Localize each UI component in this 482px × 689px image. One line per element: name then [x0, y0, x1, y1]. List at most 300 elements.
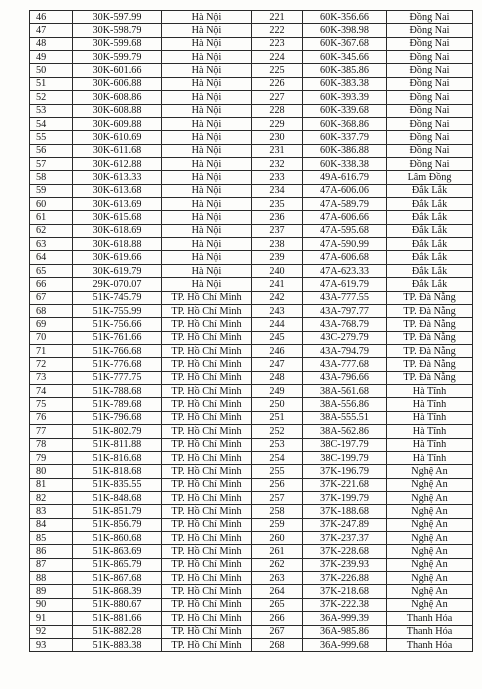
row-number-right: 250: [252, 398, 303, 411]
table-row: [30, 358, 473, 371]
row-number-left: 87: [30, 558, 73, 571]
row-number-left: 61: [30, 211, 73, 224]
province-left: TP. Hồ Chí Minh: [162, 371, 252, 384]
table-row: [30, 491, 473, 504]
row-number-right: 264: [252, 585, 303, 598]
province-left: Hà Nội: [162, 211, 252, 224]
plate-number-right: 38A-561.68: [303, 385, 387, 398]
row-number-right: 243: [252, 304, 303, 317]
province-left: Hà Nội: [162, 171, 252, 184]
plate-number-right: 60K-339.68: [303, 104, 387, 117]
plate-number-right: 36A-999.68: [303, 638, 387, 651]
plate-number-left: 51K-860.68: [73, 532, 162, 545]
province-left: TP. Hồ Chí Minh: [162, 291, 252, 304]
province-left: Hà Nội: [162, 157, 252, 170]
province-left: Hà Nội: [162, 238, 252, 251]
table-row: [30, 385, 473, 398]
plate-number-right: 37K-222.38: [303, 598, 387, 611]
plate-number-left: 30K-606.88: [73, 77, 162, 90]
province-right: Đồng Nai: [387, 37, 473, 50]
plate-number-right: 37K-188.68: [303, 505, 387, 518]
province-right: Đồng Nai: [387, 144, 473, 157]
row-number-right: 267: [252, 625, 303, 638]
province-right: Nghệ An: [387, 465, 473, 478]
table-row: [30, 104, 473, 117]
province-right: Đồng Nai: [387, 11, 473, 24]
row-number-left: 81: [30, 478, 73, 491]
province-left: TP. Hồ Chí Minh: [162, 478, 252, 491]
plate-number-left: 30K-618.88: [73, 238, 162, 251]
plate-number-right: 60K-338.38: [303, 157, 387, 170]
province-left: TP. Hồ Chí Minh: [162, 545, 252, 558]
table-row: [30, 532, 473, 545]
row-number-left: 78: [30, 438, 73, 451]
plate-number-right: 37K-221.68: [303, 478, 387, 491]
row-number-left: 93: [30, 638, 73, 651]
province-left: TP. Hồ Chí Minh: [162, 491, 252, 504]
province-right: Đồng Nai: [387, 117, 473, 130]
row-number-right: 242: [252, 291, 303, 304]
row-number-left: 47: [30, 24, 73, 37]
province-right: Đồng Nai: [387, 157, 473, 170]
plate-number-right: 37K-226.88: [303, 572, 387, 585]
province-right: Nghệ An: [387, 585, 473, 598]
row-number-left: 72: [30, 358, 73, 371]
province-right: Đắk Lắk: [387, 251, 473, 264]
row-number-right: 226: [252, 77, 303, 90]
row-number-left: 88: [30, 572, 73, 585]
province-left: Hà Nội: [162, 131, 252, 144]
plate-number-left: 51K-796.68: [73, 411, 162, 424]
row-number-left: 76: [30, 411, 73, 424]
province-left: Hà Nội: [162, 104, 252, 117]
row-number-right: 265: [252, 598, 303, 611]
plate-number-left: 51K-882.28: [73, 625, 162, 638]
province-right: TP. Đà Nẵng: [387, 291, 473, 304]
plate-number-right: 60K-368.86: [303, 117, 387, 130]
row-number-right: 233: [252, 171, 303, 184]
province-left: TP. Hồ Chí Minh: [162, 331, 252, 344]
row-number-right: 235: [252, 198, 303, 211]
table-row: [30, 131, 473, 144]
row-number-right: 231: [252, 144, 303, 157]
plate-number-right: 47A-623.33: [303, 264, 387, 277]
province-right: Đồng Nai: [387, 131, 473, 144]
row-number-left: 92: [30, 625, 73, 638]
row-number-right: 240: [252, 264, 303, 277]
row-number-right: 221: [252, 11, 303, 24]
plate-number-left: 51K-761.66: [73, 331, 162, 344]
province-left: Hà Nội: [162, 144, 252, 157]
plate-number-right: 43A-777.55: [303, 291, 387, 304]
row-number-right: 244: [252, 318, 303, 331]
province-left: Hà Nội: [162, 198, 252, 211]
plate-number-right: 37K-247.89: [303, 518, 387, 531]
table-row: [30, 211, 473, 224]
province-left: TP. Hồ Chí Minh: [162, 585, 252, 598]
row-number-right: 222: [252, 24, 303, 37]
plate-number-left: 51K-811.88: [73, 438, 162, 451]
row-number-right: 236: [252, 211, 303, 224]
plate-number-left: 30K-618.69: [73, 224, 162, 237]
province-left: TP. Hồ Chí Minh: [162, 385, 252, 398]
province-left: TP. Hồ Chí Minh: [162, 558, 252, 571]
province-right: TP. Đà Nẵng: [387, 344, 473, 357]
table-row: [30, 585, 473, 598]
plate-number-left: 51K-881.66: [73, 612, 162, 625]
plate-number-right: 47A-606.06: [303, 184, 387, 197]
row-number-right: 263: [252, 572, 303, 585]
table-row: [30, 91, 473, 104]
row-number-left: 74: [30, 385, 73, 398]
table-row: [30, 51, 473, 64]
plate-number-left: 30K-619.79: [73, 264, 162, 277]
plate-number-right: 38C-199.79: [303, 451, 387, 464]
plate-number-right: 47A-595.68: [303, 224, 387, 237]
plate-number-right: 43C-279.79: [303, 331, 387, 344]
province-right: Nghệ An: [387, 478, 473, 491]
plate-number-right: 43A-796.66: [303, 371, 387, 384]
province-right: Nghệ An: [387, 558, 473, 571]
province-left: Hà Nội: [162, 64, 252, 77]
province-left: TP. Hồ Chí Minh: [162, 425, 252, 438]
province-left: TP. Hồ Chí Minh: [162, 518, 252, 531]
plate-number-left: 51K-766.68: [73, 344, 162, 357]
row-number-left: 46: [30, 11, 73, 24]
row-number-left: 55: [30, 131, 73, 144]
row-number-right: 259: [252, 518, 303, 531]
table-row: [30, 411, 473, 424]
province-right: Đắk Lắk: [387, 198, 473, 211]
table-row: [30, 438, 473, 451]
row-number-left: 77: [30, 425, 73, 438]
row-number-right: 256: [252, 478, 303, 491]
plate-number-right: 37K-218.68: [303, 585, 387, 598]
table-row: [30, 157, 473, 170]
table-row: [30, 451, 473, 464]
province-right: TP. Đà Nẵng: [387, 371, 473, 384]
province-right: Thanh Hóa: [387, 612, 473, 625]
plate-number-left: 30K-598.79: [73, 24, 162, 37]
row-number-left: 85: [30, 532, 73, 545]
plate-number-right: 43A-777.68: [303, 358, 387, 371]
row-number-left: 59: [30, 184, 73, 197]
plate-number-left: 30K-615.68: [73, 211, 162, 224]
row-number-left: 57: [30, 157, 73, 170]
plate-number-left: 51K-883.38: [73, 638, 162, 651]
row-number-right: 266: [252, 612, 303, 625]
province-right: Thanh Hóa: [387, 638, 473, 651]
province-right: Đắk Lắk: [387, 211, 473, 224]
row-number-right: 268: [252, 638, 303, 651]
plate-number-left: 30K-599.79: [73, 51, 162, 64]
plate-number-left: 30K-613.69: [73, 198, 162, 211]
province-right: Đắk Lắk: [387, 224, 473, 237]
province-left: TP. Hồ Chí Minh: [162, 358, 252, 371]
table-row: [30, 505, 473, 518]
province-left: TP. Hồ Chí Minh: [162, 451, 252, 464]
province-right: Nghệ An: [387, 505, 473, 518]
plate-number-left: 51K-818.68: [73, 465, 162, 478]
plate-number-right: 60K-337.79: [303, 131, 387, 144]
plate-number-left: 51K-856.79: [73, 518, 162, 531]
table-row: [30, 545, 473, 558]
province-right: Đồng Nai: [387, 51, 473, 64]
plate-number-left: 29K-070.07: [73, 278, 162, 291]
row-number-right: 261: [252, 545, 303, 558]
plate-number-right: 60K-398.98: [303, 24, 387, 37]
table-row: [30, 238, 473, 251]
plate-number-left: 51K-777.75: [73, 371, 162, 384]
table-row: [30, 198, 473, 211]
province-right: Lâm Đồng: [387, 171, 473, 184]
row-number-right: 241: [252, 278, 303, 291]
plate-number-right: 38A-555.51: [303, 411, 387, 424]
table-row: [30, 398, 473, 411]
plate-number-right: 49A-616.79: [303, 171, 387, 184]
license-plate-table-body: [30, 11, 473, 652]
row-number-right: 230: [252, 131, 303, 144]
table-row: [30, 251, 473, 264]
row-number-right: 224: [252, 51, 303, 64]
province-left: Hà Nội: [162, 91, 252, 104]
row-number-left: 64: [30, 251, 73, 264]
plate-number-right: 38C-197.79: [303, 438, 387, 451]
table-row: [30, 625, 473, 638]
table-row: [30, 638, 473, 651]
plate-number-left: 30K-613.33: [73, 171, 162, 184]
row-number-right: 232: [252, 157, 303, 170]
province-right: Đồng Nai: [387, 64, 473, 77]
row-number-left: 56: [30, 144, 73, 157]
plate-number-left: 51K-848.68: [73, 491, 162, 504]
row-number-right: 225: [252, 64, 303, 77]
plate-number-right: 43A-797.77: [303, 304, 387, 317]
province-left: TP. Hồ Chí Minh: [162, 598, 252, 611]
table-row: [30, 11, 473, 24]
plate-number-right: 37K-199.79: [303, 491, 387, 504]
plate-number-left: 51K-865.79: [73, 558, 162, 571]
table-row: [30, 518, 473, 531]
province-left: TP. Hồ Chí Minh: [162, 532, 252, 545]
row-number-right: 254: [252, 451, 303, 464]
row-number-right: 234: [252, 184, 303, 197]
plate-number-right: 38A-556.86: [303, 398, 387, 411]
row-number-left: 63: [30, 238, 73, 251]
province-left: Hà Nội: [162, 278, 252, 291]
table-row: [30, 184, 473, 197]
row-number-right: 251: [252, 411, 303, 424]
province-left: Hà Nội: [162, 184, 252, 197]
table-row: [30, 64, 473, 77]
province-left: TP. Hồ Chí Minh: [162, 438, 252, 451]
plate-number-left: 51K-802.79: [73, 425, 162, 438]
province-right: Đồng Nai: [387, 77, 473, 90]
row-number-right: 260: [252, 532, 303, 545]
row-number-right: 252: [252, 425, 303, 438]
row-number-left: 73: [30, 371, 73, 384]
plate-number-left: 51K-835.55: [73, 478, 162, 491]
license-plate-table: [29, 10, 473, 652]
table-row: [30, 144, 473, 157]
province-left: Hà Nội: [162, 117, 252, 130]
plate-number-left: 30K-597.99: [73, 11, 162, 24]
row-number-left: 83: [30, 505, 73, 518]
province-right: Hà Tĩnh: [387, 411, 473, 424]
plate-number-right: 47A-590.99: [303, 238, 387, 251]
province-right: Đắk Lắk: [387, 184, 473, 197]
province-right: Đồng Nai: [387, 24, 473, 37]
plate-number-left: 30K-599.68: [73, 37, 162, 50]
province-left: TP. Hồ Chí Minh: [162, 304, 252, 317]
plate-number-right: 47A-589.79: [303, 198, 387, 211]
plate-number-right: 36A-999.39: [303, 612, 387, 625]
row-number-right: 237: [252, 224, 303, 237]
plate-number-left: 51K-755.99: [73, 304, 162, 317]
table-row: [30, 465, 473, 478]
plate-number-left: 51K-867.68: [73, 572, 162, 585]
row-number-right: 223: [252, 37, 303, 50]
row-number-left: 62: [30, 224, 73, 237]
province-right: Đắk Lắk: [387, 238, 473, 251]
table-row: [30, 37, 473, 50]
row-number-left: 91: [30, 612, 73, 625]
plate-number-left: 51K-868.39: [73, 585, 162, 598]
table-row: [30, 344, 473, 357]
province-left: TP. Hồ Chí Minh: [162, 638, 252, 651]
row-number-left: 48: [30, 37, 73, 50]
province-right: Nghệ An: [387, 545, 473, 558]
row-number-left: 70: [30, 331, 73, 344]
province-right: Nghệ An: [387, 532, 473, 545]
table-row: [30, 478, 473, 491]
plate-number-right: 60K-386.88: [303, 144, 387, 157]
plate-number-right: 37K-237.37: [303, 532, 387, 545]
table-row: [30, 77, 473, 90]
row-number-right: 258: [252, 505, 303, 518]
row-number-left: 79: [30, 451, 73, 464]
table-row: [30, 117, 473, 130]
plate-number-right: 60K-385.86: [303, 64, 387, 77]
plate-number-left: 51K-789.68: [73, 398, 162, 411]
plate-number-left: 51K-776.68: [73, 358, 162, 371]
province-right: TP. Đà Nẵng: [387, 318, 473, 331]
row-number-left: 66: [30, 278, 73, 291]
province-left: TP. Hồ Chí Minh: [162, 612, 252, 625]
plate-number-left: 30K-612.88: [73, 157, 162, 170]
table-row: [30, 558, 473, 571]
row-number-left: 86: [30, 545, 73, 558]
province-left: TP. Hồ Chí Minh: [162, 465, 252, 478]
row-number-left: 67: [30, 291, 73, 304]
table-row: [30, 291, 473, 304]
plate-number-left: 30K-608.86: [73, 91, 162, 104]
row-number-right: 238: [252, 238, 303, 251]
province-right: Nghệ An: [387, 518, 473, 531]
row-number-left: 69: [30, 318, 73, 331]
province-right: TP. Đà Nẵng: [387, 358, 473, 371]
row-number-left: 90: [30, 598, 73, 611]
row-number-left: 58: [30, 171, 73, 184]
plate-number-right: 60K-393.39: [303, 91, 387, 104]
plate-number-left: 30K-608.88: [73, 104, 162, 117]
row-number-left: 84: [30, 518, 73, 531]
row-number-right: 247: [252, 358, 303, 371]
table-row: [30, 264, 473, 277]
plate-number-right: 60K-345.66: [303, 51, 387, 64]
plate-number-left: 30K-610.69: [73, 131, 162, 144]
province-left: Hà Nội: [162, 11, 252, 24]
row-number-right: 249: [252, 385, 303, 398]
table-row: [30, 318, 473, 331]
row-number-right: 262: [252, 558, 303, 571]
province-left: Hà Nội: [162, 77, 252, 90]
plate-number-left: 30K-611.68: [73, 144, 162, 157]
table-row: [30, 331, 473, 344]
province-right: Đắk Lắk: [387, 278, 473, 291]
plate-number-right: 47A-606.66: [303, 211, 387, 224]
province-left: TP. Hồ Chí Minh: [162, 572, 252, 585]
table-row: [30, 304, 473, 317]
province-right: Hà Tĩnh: [387, 451, 473, 464]
row-number-left: 51: [30, 77, 73, 90]
province-right: TP. Đà Nẵng: [387, 331, 473, 344]
table-row: [30, 572, 473, 585]
province-left: Hà Nội: [162, 251, 252, 264]
row-number-left: 54: [30, 117, 73, 130]
province-left: Hà Nội: [162, 224, 252, 237]
province-right: Hà Tĩnh: [387, 385, 473, 398]
table-row: [30, 224, 473, 237]
plate-number-left: 51K-851.79: [73, 505, 162, 518]
table-row: [30, 598, 473, 611]
table-row: [30, 425, 473, 438]
row-number-left: 50: [30, 64, 73, 77]
province-left: TP. Hồ Chí Minh: [162, 344, 252, 357]
plate-number-right: 37K-196.79: [303, 465, 387, 478]
row-number-left: 60: [30, 198, 73, 211]
row-number-left: 75: [30, 398, 73, 411]
row-number-right: 239: [252, 251, 303, 264]
row-number-left: 53: [30, 104, 73, 117]
plate-number-right: 60K-356.66: [303, 11, 387, 24]
row-number-left: 65: [30, 264, 73, 277]
province-left: TP. Hồ Chí Minh: [162, 625, 252, 638]
table-row: [30, 24, 473, 37]
province-right: Đồng Nai: [387, 91, 473, 104]
plate-number-left: 30K-619.66: [73, 251, 162, 264]
province-right: Nghệ An: [387, 491, 473, 504]
province-left: Hà Nội: [162, 51, 252, 64]
province-left: TP. Hồ Chí Minh: [162, 411, 252, 424]
row-number-left: 82: [30, 491, 73, 504]
table-row: [30, 171, 473, 184]
plate-number-left: 30K-601.66: [73, 64, 162, 77]
row-number-right: 257: [252, 491, 303, 504]
row-number-left: 68: [30, 304, 73, 317]
row-number-left: 52: [30, 91, 73, 104]
row-number-left: 89: [30, 585, 73, 598]
plate-number-right: 38A-562.86: [303, 425, 387, 438]
plate-number-right: 60K-383.38: [303, 77, 387, 90]
province-left: Hà Nội: [162, 264, 252, 277]
province-left: Hà Nội: [162, 37, 252, 50]
plate-number-right: 36A-985.86: [303, 625, 387, 638]
plate-number-left: 51K-788.68: [73, 385, 162, 398]
plate-number-left: 51K-745.79: [73, 291, 162, 304]
row-number-left: 71: [30, 344, 73, 357]
plate-number-right: 47A-619.79: [303, 278, 387, 291]
